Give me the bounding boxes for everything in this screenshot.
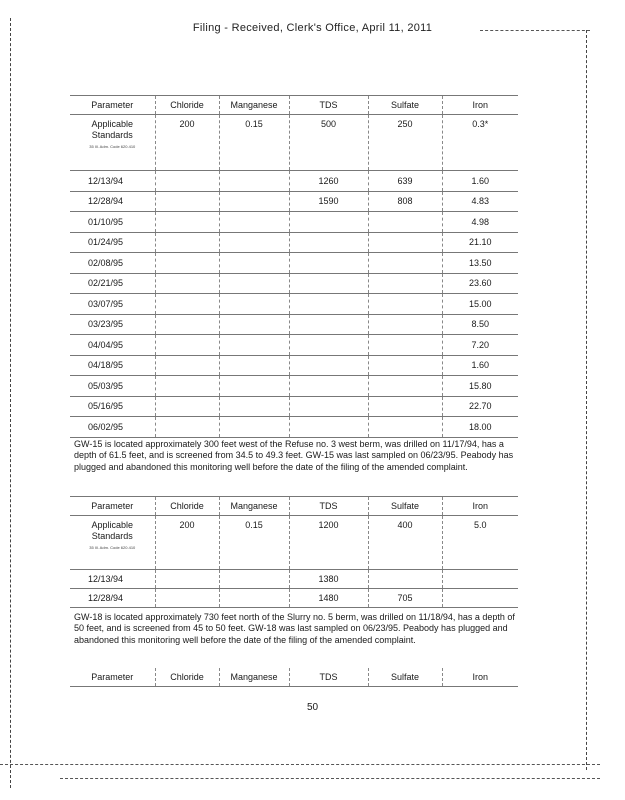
chloride xyxy=(155,232,219,253)
table-row xyxy=(70,171,518,192)
std-iron: 5.0 xyxy=(442,516,518,570)
table-row xyxy=(70,335,518,356)
table-row xyxy=(70,273,518,294)
standards-code: 35 Ill. Adm. Code 620.410 xyxy=(89,545,136,550)
date: 12/13/94 xyxy=(70,171,155,192)
gw-18-description: GW-18 is located approximately 730 feet north of the Slurry no. 5 berm, was drilled on 11/18/94, has a depth of 50 feet, and is screened from 45 to 50 feet. GW-18 was last sampled on 06/23/95. Peabody has plugged and abandoned this monitoring well before the date of the filing of the amended complaint. xyxy=(74,612,515,645)
manganese xyxy=(219,355,289,376)
iron: 7.20 xyxy=(442,335,518,356)
tds xyxy=(289,273,368,294)
tds xyxy=(289,253,368,274)
right-margin-line xyxy=(586,30,587,770)
sulfate: 639 xyxy=(368,171,442,192)
manganese xyxy=(219,417,289,438)
sulfate xyxy=(368,212,442,233)
manganese xyxy=(219,273,289,294)
col-sulfate: Sulfate xyxy=(368,96,442,115)
chloride xyxy=(155,417,219,438)
chloride xyxy=(155,376,219,397)
table3-header-row xyxy=(70,668,518,687)
manganese xyxy=(219,212,289,233)
date: 04/04/95 xyxy=(70,335,155,356)
date: 06/02/95 xyxy=(70,417,155,438)
iron: 15.00 xyxy=(442,294,518,315)
bottom-edge-line-2 xyxy=(60,778,600,779)
sulfate xyxy=(368,355,442,376)
iron: 4.98 xyxy=(442,212,518,233)
iron: 23.60 xyxy=(442,273,518,294)
table-row xyxy=(70,376,518,397)
sulfate xyxy=(368,232,442,253)
sulfate xyxy=(368,273,442,294)
table1-standards-row xyxy=(70,115,518,171)
sulfate xyxy=(368,376,442,397)
iron: 4.83 xyxy=(442,191,518,212)
iron: 18.00 xyxy=(442,417,518,438)
gw-results-table-3 xyxy=(70,668,518,687)
chloride xyxy=(155,191,219,212)
col-tds: TDS xyxy=(289,96,368,115)
tds xyxy=(289,417,368,438)
date: 12/28/94 xyxy=(70,191,155,212)
standards-code: 35 Ill. Adm. Code 620.410 xyxy=(89,144,136,149)
chloride xyxy=(155,253,219,274)
table-row xyxy=(70,191,518,212)
std-manganese: 0.15 xyxy=(219,115,289,171)
table-row xyxy=(70,253,518,274)
iron xyxy=(442,589,518,608)
col-tds: TDS xyxy=(289,497,368,516)
sulfate xyxy=(368,294,442,315)
manganese xyxy=(219,396,289,417)
tds xyxy=(289,294,368,315)
sulfate: 705 xyxy=(368,589,442,608)
iron xyxy=(442,570,518,589)
table-row xyxy=(70,355,518,376)
date: 12/28/94 xyxy=(70,589,155,608)
manganese xyxy=(219,376,289,397)
top-edge-line xyxy=(480,30,590,31)
tds: 1380 xyxy=(289,570,368,589)
iron: 1.60 xyxy=(442,171,518,192)
manganese xyxy=(219,335,289,356)
chloride xyxy=(155,335,219,356)
tds: 1260 xyxy=(289,171,368,192)
filing-header: Filing - Received, Clerk's Office, April 11, 2011 xyxy=(192,22,433,34)
tds xyxy=(289,232,368,253)
col-chloride: Chloride xyxy=(155,668,219,687)
gw-15-description: GW-15 is located approximately 300 feet west of the Refuse no. 3 west berm, was drilled on 11/17/94, has a depth of 61.5 feet, and is screened from 34.5 to 49.3 feet. GW-15 was last sampled on 06/23/95. Peabody has plugged and abandoned this monitoring well before the date of the filing of the amended complaint. xyxy=(74,439,514,472)
table2-standards-row xyxy=(70,516,518,570)
std-chloride: 200 xyxy=(155,115,219,171)
tds: 1480 xyxy=(289,589,368,608)
manganese xyxy=(219,294,289,315)
chloride xyxy=(155,314,219,335)
standards-label: Applicable Standards xyxy=(91,520,134,541)
std-tds: 500 xyxy=(289,115,368,171)
sulfate xyxy=(368,570,442,589)
page-number: 50 xyxy=(306,702,319,713)
std-chloride: 200 xyxy=(155,516,219,570)
bottom-edge-line-1 xyxy=(0,764,600,765)
chloride xyxy=(155,294,219,315)
col-iron: Iron xyxy=(442,96,518,115)
col-parameter: Parameter xyxy=(70,96,155,115)
date: 01/24/95 xyxy=(70,232,155,253)
col-parameter: Parameter xyxy=(70,668,155,687)
table-row xyxy=(70,232,518,253)
chloride xyxy=(155,171,219,192)
std-sulfate: 400 xyxy=(368,516,442,570)
manganese xyxy=(219,570,289,589)
date: 04/18/95 xyxy=(70,355,155,376)
chloride xyxy=(155,570,219,589)
table2-header-row xyxy=(70,497,518,516)
date: 02/21/95 xyxy=(70,273,155,294)
date: 01/10/95 xyxy=(70,212,155,233)
chloride xyxy=(155,273,219,294)
col-sulfate: Sulfate xyxy=(368,668,442,687)
table-row xyxy=(70,212,518,233)
std-manganese: 0.15 xyxy=(219,516,289,570)
chloride xyxy=(155,355,219,376)
col-manganese: Manganese xyxy=(219,497,289,516)
standards-cell xyxy=(70,516,155,570)
manganese xyxy=(219,232,289,253)
table-row xyxy=(70,396,518,417)
tds xyxy=(289,376,368,397)
tds xyxy=(289,335,368,356)
sulfate xyxy=(368,417,442,438)
tds xyxy=(289,212,368,233)
manganese xyxy=(219,314,289,335)
iron: 8.50 xyxy=(442,314,518,335)
iron: 15.80 xyxy=(442,376,518,397)
sulfate xyxy=(368,253,442,274)
tds xyxy=(289,355,368,376)
table1-header-row xyxy=(70,96,518,115)
sulfate: 808 xyxy=(368,191,442,212)
iron: 1.60 xyxy=(442,355,518,376)
gw-results-table-1 xyxy=(70,95,518,438)
col-manganese: Manganese xyxy=(219,668,289,687)
col-chloride: Chloride xyxy=(155,96,219,115)
sulfate xyxy=(368,335,442,356)
col-iron: Iron xyxy=(442,497,518,516)
date: 05/16/95 xyxy=(70,396,155,417)
tds xyxy=(289,396,368,417)
standards-label: Applicable Standards xyxy=(91,119,134,140)
tds: 1590 xyxy=(289,191,368,212)
col-sulfate: Sulfate xyxy=(368,497,442,516)
std-iron: 0.3* xyxy=(442,115,518,171)
table-row xyxy=(70,294,518,315)
date: 03/23/95 xyxy=(70,314,155,335)
iron: 22.70 xyxy=(442,396,518,417)
sulfate xyxy=(368,396,442,417)
manganese xyxy=(219,191,289,212)
standards-cell xyxy=(70,115,155,171)
iron: 21.10 xyxy=(442,232,518,253)
iron: 13.50 xyxy=(442,253,518,274)
table-row xyxy=(70,570,518,589)
date: 03/07/95 xyxy=(70,294,155,315)
date: 12/13/94 xyxy=(70,570,155,589)
manganese xyxy=(219,253,289,274)
std-tds: 1200 xyxy=(289,516,368,570)
manganese xyxy=(219,171,289,192)
left-margin-line xyxy=(10,18,11,788)
std-sulfate: 250 xyxy=(368,115,442,171)
col-iron: Iron xyxy=(442,668,518,687)
col-parameter: Parameter xyxy=(70,497,155,516)
col-chloride: Chloride xyxy=(155,497,219,516)
chloride xyxy=(155,212,219,233)
date: 05/03/95 xyxy=(70,376,155,397)
chloride xyxy=(155,396,219,417)
date: 02/08/95 xyxy=(70,253,155,274)
table-row xyxy=(70,589,518,608)
col-manganese: Manganese xyxy=(219,96,289,115)
table-row xyxy=(70,314,518,335)
manganese xyxy=(219,589,289,608)
table-row xyxy=(70,417,518,438)
tds xyxy=(289,314,368,335)
col-tds: TDS xyxy=(289,668,368,687)
sulfate xyxy=(368,314,442,335)
chloride xyxy=(155,589,219,608)
gw-results-table-2 xyxy=(70,496,518,608)
